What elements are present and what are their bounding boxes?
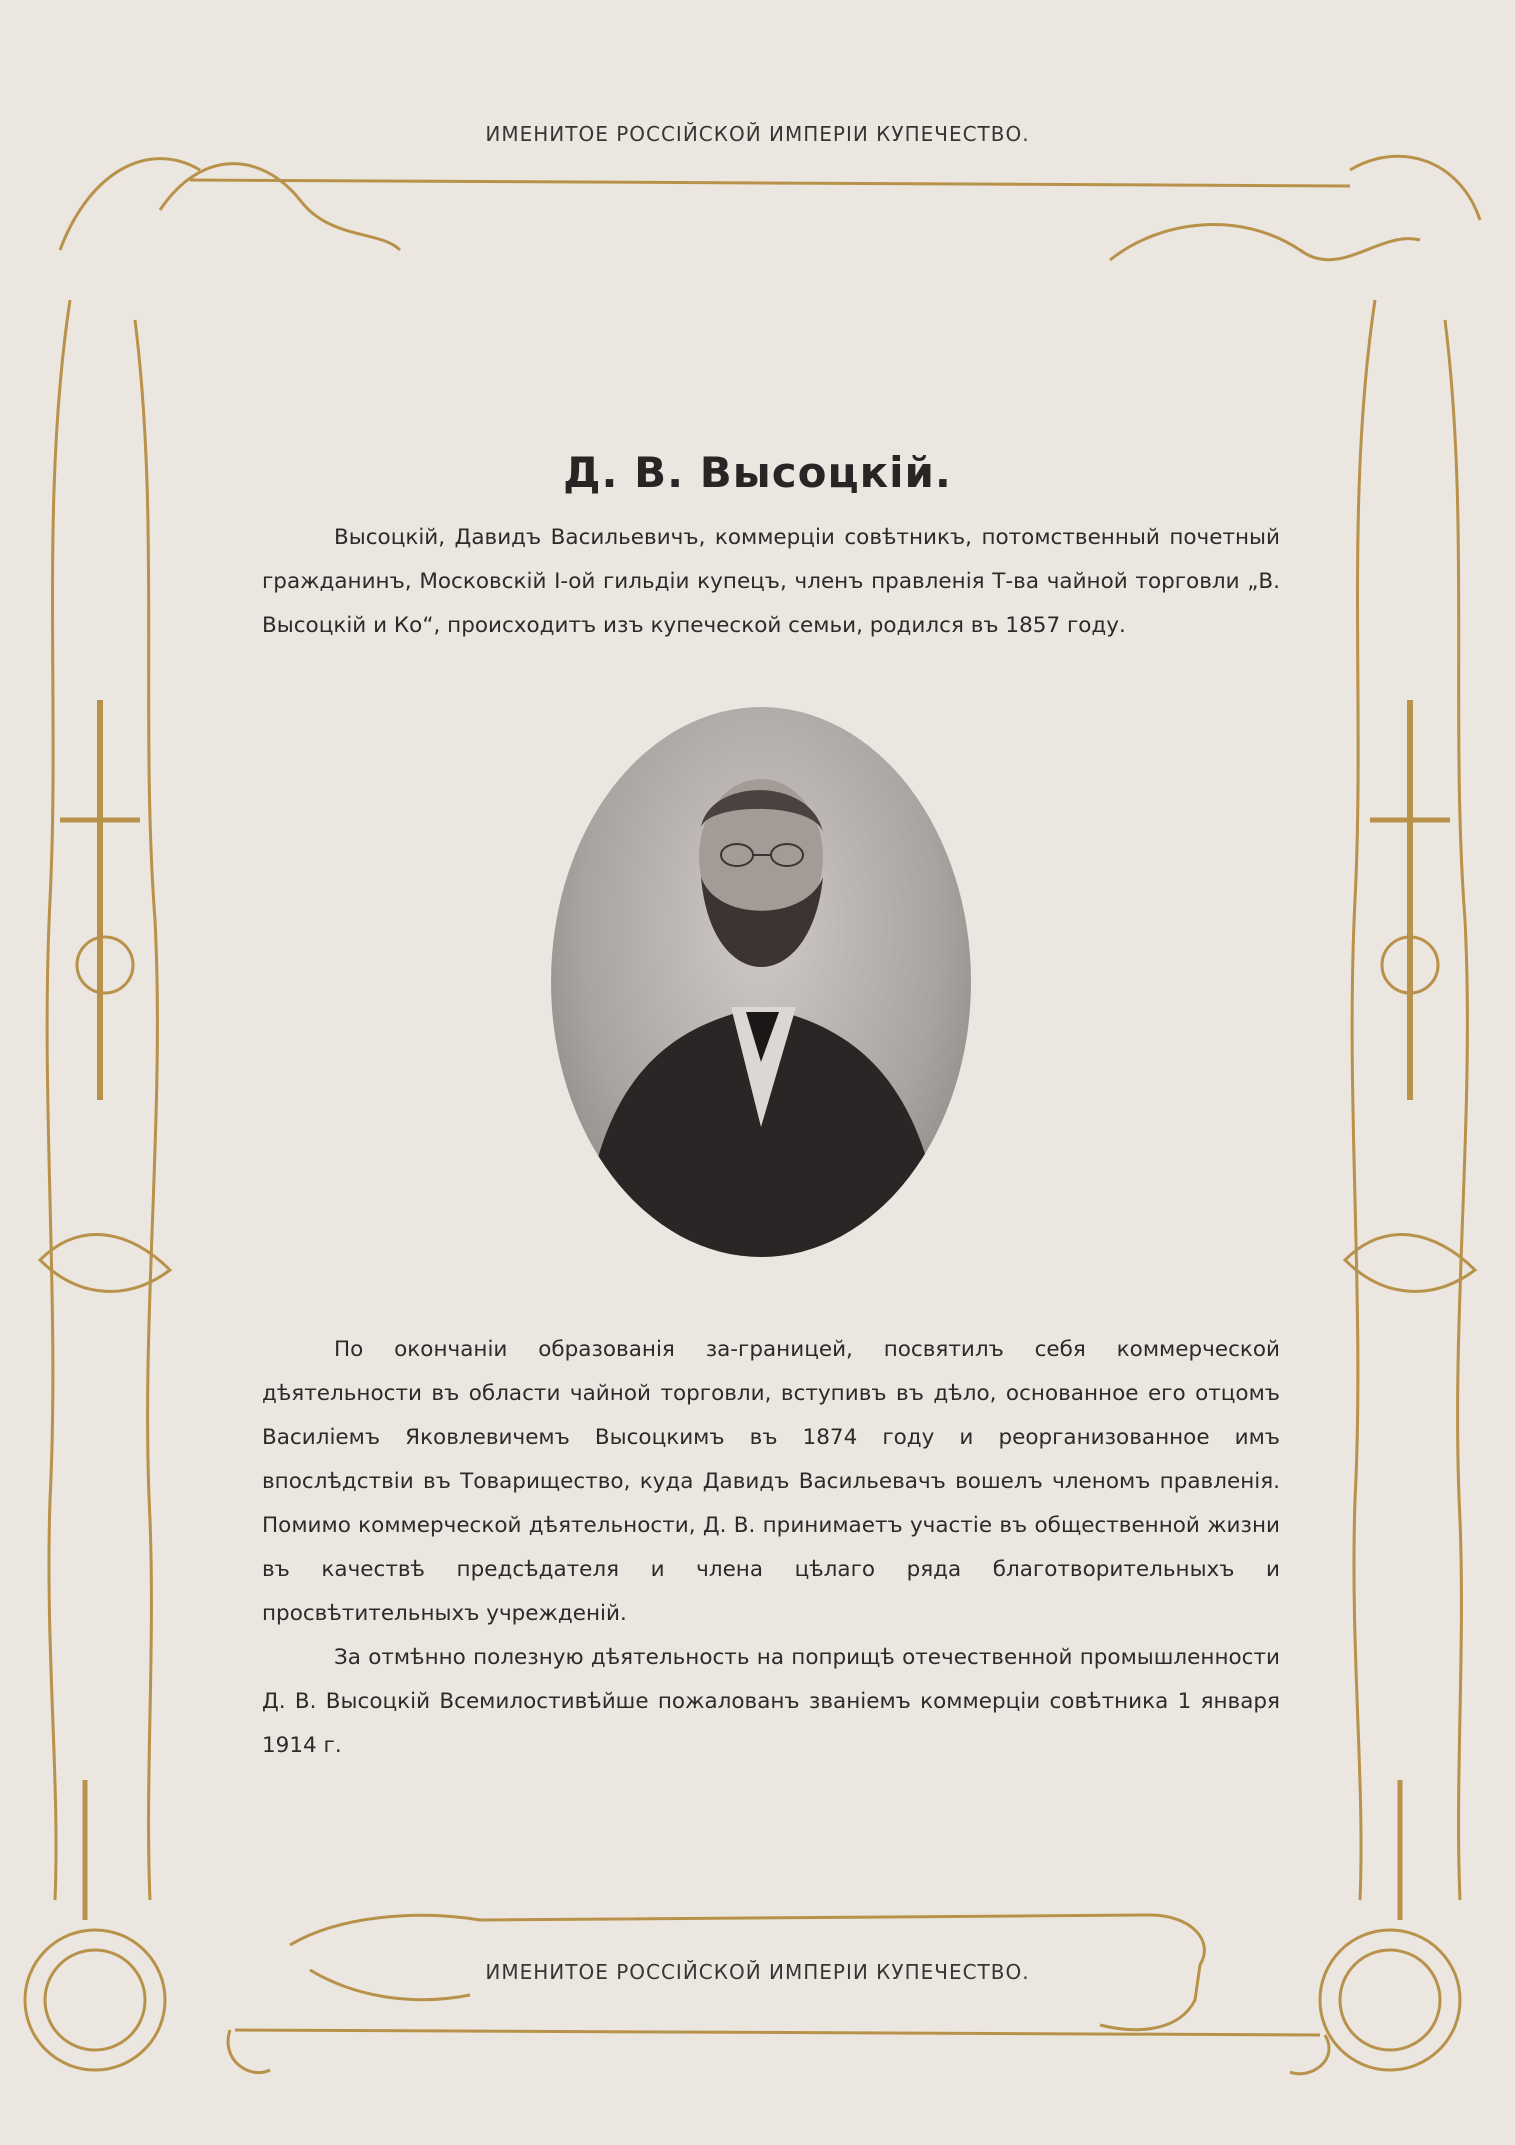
left-column <box>47 300 70 1900</box>
page-title: Д. В. Высоцкій. <box>563 448 952 497</box>
bottom-border-line <box>235 2030 1320 2035</box>
page-footer: ИМЕНИТОЕ РОССІЙСКОЙ ИМПЕРІИ КУПЕЧЕСТВО. <box>485 1960 1030 1984</box>
right-column <box>1352 300 1375 1900</box>
body-paragraphs <box>262 1328 1280 1768</box>
portrait-figure <box>551 707 971 1257</box>
body-paragraph-1: По окончаніи образованія за-границей, посвятилъ себя коммерческой дѣятельности въ области чайной торговли, вступивъ въ дѣло, основанное его отцомъ Василіемъ Яковлевичемъ Высоцкимъ въ 1874 году и реорганизованное имъ впослѣдствіи въ Товарищество, куда Давидъ Васильевачъ вошелъ членомъ правленія. Помимо коммерческой дѣятельности, Д. В. принимаетъ участіе въ общественной жизни въ качествѣ предсѣдателя и члена цѣлаго ряда благотворительныхъ и просвѣтительныхъ учрежденій. <box>262 1337 1280 1626</box>
top-border-line <box>190 180 1350 186</box>
intro-text: Высоцкій, Давидъ Васильевичъ, коммерціи совѣтникъ, потомственный почетный гражданинъ, Московскій I-ой гильдіи купецъ, членъ правленія Т-ва чайной торговли „В. Высоцкій и Ко“, происходитъ изъ купеческой семьи, родился въ 1857 году. <box>262 525 1280 638</box>
page-header: ИМЕНИТОЕ РОССІЙСКОЙ ИМПЕРІИ КУПЕЧЕСТВО. <box>485 122 1030 146</box>
body-paragraph-2: За отмѣнно полезную дѣятельность на поприщѣ отечественной промышленности Д. В. Высоцкій Всемилостивѣйше пожалованъ званіемъ коммерціи совѣтника 1 января 1914 г. <box>262 1645 1280 1758</box>
portrait-photo <box>551 707 971 1257</box>
intro-paragraph <box>262 516 1280 648</box>
